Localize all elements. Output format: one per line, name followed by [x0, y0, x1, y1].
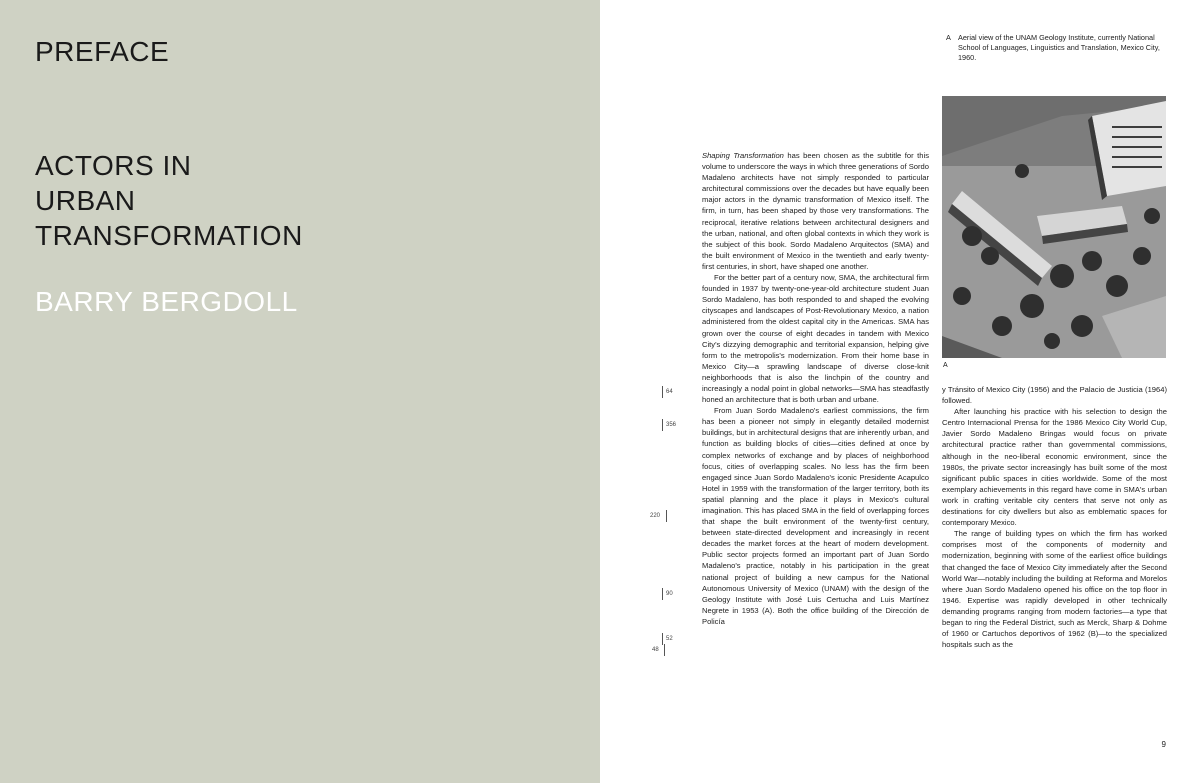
margin-ref: 356 — [666, 421, 676, 429]
section-heading: PREFACE — [35, 36, 170, 67]
right-page — [600, 0, 1200, 783]
aerial-photo-illustration — [942, 96, 1166, 358]
paragraph: Shaping Transformation has been chosen as the subtitle for this volume to underscore the ways in which three generations of Sordo Madaleno architects have not simply responded to particular architectural commissions over the decades but have equally been major actors in the dynamic transformation of Mexico itself. The firm, in turn, has been shaped by those very transformations. The reciprocal, iterative relations between architectural designers and the urban, national, and often global contexts in which they work is the subject of this book. Sordo Madaleno Arquitectos (SMA) and the built environment of Mexico in the twentieth and early twenty-first centuries, in short, have shaped one another. — [702, 151, 929, 271]
caption-text: Aerial view of the UNAM Geology Institute, currently National School of Languages, Linguistics and Translation, Mexico City, 1960. — [958, 33, 1160, 62]
paragraph: y Tránsito of Mexico City (1956) and the Palacio de Justicia (1964) followed. — [942, 385, 1167, 406]
photo-letter: A — [943, 362, 948, 369]
author-name: BARRY BERGDOLL — [35, 286, 298, 317]
title-line-3: TRANSFORMATION — [35, 220, 303, 251]
text-column-two — [942, 384, 1167, 650]
text-column-one — [702, 150, 929, 627]
paragraph: After launching his practice with his selection to design the Centro Internacional Prensa for the 1986 Mexico City World Cup, Javier Sordo Madaleno Bringas would focus on private architectural practice rather than governmental commissions, although in the neo-liberal economic environment, since the 1980s, the private sector increasingly has built some of the most significant public spaces in cities worldwide. Some of the most exemplary achievements in this regard have come in SMA's urban work in crafting veritable city centers that serve not only as destinations for city dwellers but also as emblematic spaces for contemporary Mexico. — [942, 407, 1167, 528]
subtitle-emphasis: Shaping Transformation — [702, 151, 784, 160]
margin-ref: 52 — [666, 635, 673, 643]
margin-ref: 220 — [650, 512, 660, 520]
aerial-photo — [942, 96, 1166, 358]
page-number: 9 — [1161, 740, 1166, 749]
figure-caption — [946, 33, 1176, 63]
margin-ref: 90 — [666, 590, 673, 598]
caption-letter: A — [946, 33, 951, 42]
margin-ref: 64 — [666, 388, 673, 396]
margin-ref: 48 — [652, 646, 659, 654]
paragraph: For the better part of a century now, SMA, the architectural firm founded in 1937 by twenty-one-year-old architecture student Juan Sordo Madaleno, has both responded to and shaped the evolving cityscapes and landscapes of Post-Revolutionary Mexico, a nation administered from the oldest capital city in the Americas. SMA has grown over the course of eight decades in tandem with Mexico City's dizzying demographic and territorial expansion, helping give form to the metropolis's modernization. From their home base in Mexico City—a sprawling landscape of diverse close-knit neighborhoods that is also the linchpin of the country and increasingly a nodal point in global networks—SMA has steadfastly honed an architecture that is both urban and urbane. — [702, 273, 929, 405]
paragraph: From Juan Sordo Madaleno's earliest commissions, the firm has been a pioneer not simply in elegantly detailed modernist buildings, but in architectural designs that are inherently urban, and function as building blocks of cities—cities defined at once by complex networks of exchange and by places of neighborhood focus, cities of overlapping scales. No less has the firm been engaged since Juan Sordo Madaleno's iconic Presidente Acapulco Hotel in 1959 with the transformation of the larger territory, both its spatial planning and the place it plays in Mexico's cultural imagination. This has placed SMA in the field of overlapping forces that shape the built environment of the twenty-first century, between state-directed development and increasingly in recent decades the market forces at the heart of modern development. Public sector projects formed an important part of Juan Sordo Madaleno's practice, notably in his participation in the great national project of building a new campus for the National Autonomous University of Mexico (UNAM) with the design of the Geology Institute with José Luis Certucha and Luis Martínez Negrete in 1953 (A). Both the office building of the Dirección de Policía — [702, 406, 929, 626]
title-line-1: ACTORS IN — [35, 150, 192, 181]
title-line-2: URBAN — [35, 185, 136, 216]
paragraph: The range of building types on which the firm has worked comprises most of the components of modernity and modernization, beginning with some of the earliest office buildings that changed the face of Mexico City immediately after the Second World War—notably including the building at Reforma and Morelos where Juan Sordo Madaleno opened his office on the top floor in 1946. Expertise was rapidly developed in other technically demanding programs ranging from modern factories—a type that began to ring the Federal District, such as Merck, Sharp & Dohme of 1960 or Cartuchos deportivos of 1962 (B)—to the specialized hospitals such as the — [942, 529, 1167, 650]
chapter-title — [35, 148, 303, 253]
